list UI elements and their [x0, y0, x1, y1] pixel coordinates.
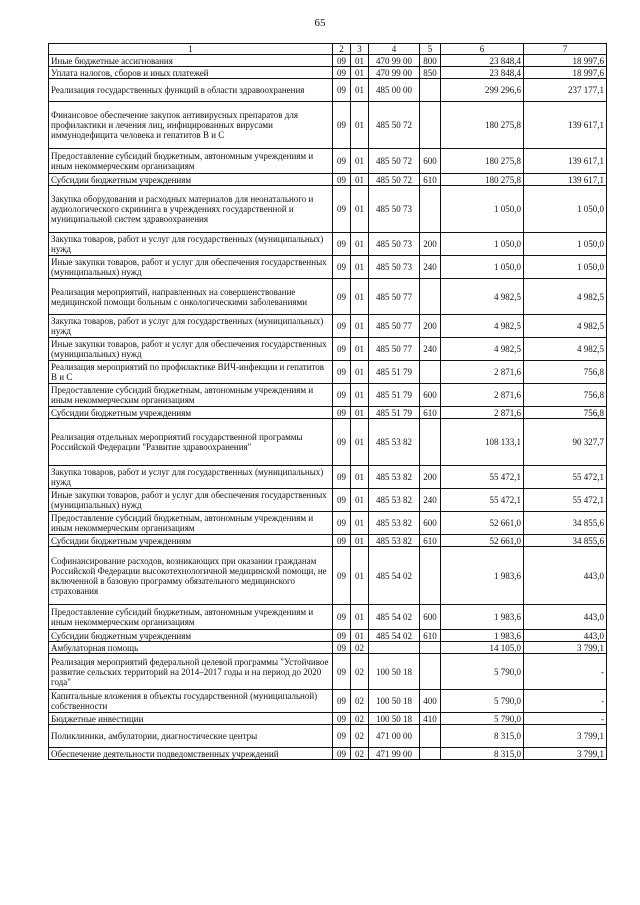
amount-col-6: 1 050,0	[441, 233, 524, 256]
section-code: 09	[333, 605, 351, 630]
row-name: Капитальные вложения в объекты государственной (муниципальной) собственности	[49, 690, 333, 713]
row-name: Иные закупки товаров, работ и услуг для обеспечения государственных (муниципальных) нужд	[49, 338, 333, 361]
target-article-code: 471 00 00	[369, 725, 420, 748]
row-name: Софинансирование расходов, возникающих при оказании гражданам Российской Федерации высокотехнологичной медицинской помощи, не включенной в базовую программу обязательного медицинского страхования	[49, 547, 333, 605]
amount-col-6: 55 472,1	[441, 489, 524, 512]
subsection-code: 01	[351, 149, 369, 174]
target-article-code: 485 53 82	[369, 489, 420, 512]
subsection-code: 01	[351, 79, 369, 102]
subsection-code: 01	[351, 384, 369, 407]
expense-type-code: 610	[420, 535, 441, 547]
row-name: Предоставление субсидий бюджетным, автономным учреждениям и иным некоммерческим организациям	[49, 605, 333, 630]
amount-col-7: 139 617,1	[524, 149, 607, 174]
subsection-code: 02	[351, 725, 369, 748]
row-name: Закупка товаров, работ и услуг для государственных (муниципальных) нужд	[49, 233, 333, 256]
row-name: Реализация отдельных мероприятий государственной программы Российской Федерации "Развитие здравоохранения"	[49, 419, 333, 466]
expense-type-code: 600	[420, 149, 441, 174]
table-row	[49, 748, 607, 760]
section-code: 09	[333, 233, 351, 256]
amount-col-7: 3 799,1	[524, 748, 607, 760]
section-code: 09	[333, 748, 351, 760]
amount-col-7: 139 617,1	[524, 102, 607, 149]
expense-type-code	[420, 102, 441, 149]
amount-col-6: 2 871,6	[441, 384, 524, 407]
subsection-code: 01	[351, 547, 369, 605]
target-article-code: 485 50 72	[369, 102, 420, 149]
target-article-code: 485 51 79	[369, 407, 420, 419]
target-article-code: 485 50 73	[369, 233, 420, 256]
table-row	[49, 642, 607, 654]
row-name: Закупка товаров, работ и услуг для государственных (муниципальных) нужд	[49, 466, 333, 489]
amount-col-7: 3 799,1	[524, 642, 607, 654]
amount-col-6: 299 296,6	[441, 79, 524, 102]
subsection-code: 01	[351, 338, 369, 361]
amount-col-7: -	[524, 713, 607, 725]
amount-col-6: 180 275,8	[441, 174, 524, 186]
section-code: 09	[333, 466, 351, 489]
amount-col-7: 90 327,7	[524, 419, 607, 466]
expense-type-code: 600	[420, 512, 441, 535]
row-name: Амбулаторная помощь	[49, 642, 333, 654]
expense-type-code: 200	[420, 466, 441, 489]
expense-type-code: 600	[420, 384, 441, 407]
amount-col-6: 1 983,6	[441, 630, 524, 642]
amount-col-7: 1 050,0	[524, 233, 607, 256]
expense-type-code: 240	[420, 256, 441, 279]
expense-type-code	[420, 642, 441, 654]
amount-col-7: 3 799,1	[524, 725, 607, 748]
subsection-code: 02	[351, 713, 369, 725]
expense-type-code	[420, 748, 441, 760]
subsection-code: 01	[351, 535, 369, 547]
column-header: 4	[369, 44, 420, 55]
table-row	[49, 605, 607, 630]
expense-type-code: 610	[420, 630, 441, 642]
amount-col-6: 55 472,1	[441, 466, 524, 489]
column-header: 1	[49, 44, 333, 55]
table-row	[49, 149, 607, 174]
subsection-code: 01	[351, 419, 369, 466]
target-article-code: 471 99 00	[369, 748, 420, 760]
expense-type-code: 410	[420, 713, 441, 725]
table-row	[49, 419, 607, 466]
target-article-code	[369, 642, 420, 654]
row-name: Закупка оборудования и расходных материалов для неонатального и аудиологического скрининга в учреждениях государственной и муниципальной систем здравоохранения	[49, 186, 333, 233]
section-code: 09	[333, 186, 351, 233]
amount-col-6: 1 050,0	[441, 186, 524, 233]
target-article-code: 485 54 02	[369, 630, 420, 642]
subsection-code: 01	[351, 55, 369, 67]
amount-col-6: 52 661,0	[441, 512, 524, 535]
expense-type-code	[420, 279, 441, 315]
section-code: 09	[333, 642, 351, 654]
amount-col-6: 4 982,5	[441, 338, 524, 361]
table-row	[49, 512, 607, 535]
subsection-code: 02	[351, 690, 369, 713]
section-code: 09	[333, 654, 351, 690]
amount-col-6: 1 983,6	[441, 547, 524, 605]
amount-col-6: 180 275,8	[441, 102, 524, 149]
row-name: Предоставление субсидий бюджетным, автономным учреждениям и иным некоммерческим организациям	[49, 384, 333, 407]
expense-type-code: 240	[420, 338, 441, 361]
table-row	[49, 315, 607, 338]
amount-col-7: 1 050,0	[524, 256, 607, 279]
row-name: Реализация мероприятий федеральной целевой программы "Устойчивое развитие сельских территорий на 2014–2017 годы и на период до 2020 года"	[49, 654, 333, 690]
expense-type-code	[420, 361, 441, 384]
section-code: 09	[333, 725, 351, 748]
target-article-code: 485 50 72	[369, 174, 420, 186]
section-code: 09	[333, 512, 351, 535]
target-article-code: 100 50 18	[369, 654, 420, 690]
table-row	[49, 186, 607, 233]
amount-col-6: 1 983,6	[441, 605, 524, 630]
amount-col-6: 1 050,0	[441, 256, 524, 279]
subsection-code: 01	[351, 102, 369, 149]
table-row	[49, 407, 607, 419]
table-row	[49, 279, 607, 315]
row-name: Иные закупки товаров, работ и услуг для обеспечения государственных (муниципальных) нужд	[49, 489, 333, 512]
subsection-code: 01	[351, 605, 369, 630]
table-row	[49, 233, 607, 256]
amount-col-7: 756,8	[524, 384, 607, 407]
table-header-row	[49, 44, 607, 55]
amount-col-7: 4 982,5	[524, 279, 607, 315]
table-row	[49, 67, 607, 79]
table-row	[49, 466, 607, 489]
expense-type-code	[420, 419, 441, 466]
row-name: Закупка товаров, работ и услуг для государственных (муниципальных) нужд	[49, 315, 333, 338]
amount-col-6: 2 871,6	[441, 407, 524, 419]
subsection-code: 01	[351, 256, 369, 279]
amount-col-7: 443,0	[524, 605, 607, 630]
subsection-code: 01	[351, 466, 369, 489]
table-row	[49, 79, 607, 102]
subsection-code: 01	[351, 315, 369, 338]
column-header: 5	[420, 44, 441, 55]
subsection-code: 02	[351, 748, 369, 760]
page-number: 65	[314, 17, 326, 29]
expense-type-code	[420, 654, 441, 690]
amount-col-6: 5 790,0	[441, 654, 524, 690]
table-row	[49, 725, 607, 748]
amount-col-7: 4 982,5	[524, 315, 607, 338]
table-row	[49, 256, 607, 279]
row-name: Иные закупки товаров, работ и услуг для обеспечения государственных (муниципальных) нужд	[49, 256, 333, 279]
expense-type-code: 610	[420, 407, 441, 419]
subsection-code: 01	[351, 407, 369, 419]
row-name: Субсидии бюджетным учреждениям	[49, 630, 333, 642]
table-row	[49, 102, 607, 149]
table-row	[49, 713, 607, 725]
section-code: 09	[333, 361, 351, 384]
target-article-code: 485 51 79	[369, 384, 420, 407]
column-header: 3	[351, 44, 369, 55]
target-article-code: 485 50 77	[369, 338, 420, 361]
column-header: 6	[441, 44, 524, 55]
section-code: 09	[333, 55, 351, 67]
target-article-code: 485 54 02	[369, 605, 420, 630]
target-article-code: 485 00 00	[369, 79, 420, 102]
subsection-code: 01	[351, 279, 369, 315]
row-name: Реализация государственных функций в области здравоохранения	[49, 79, 333, 102]
row-name: Иные бюджетные ассигнования	[49, 55, 333, 67]
subsection-code: 01	[351, 174, 369, 186]
row-name: Предоставление субсидий бюджетным, автономным учреждениям и иным некоммерческим организациям	[49, 512, 333, 535]
table-row	[49, 338, 607, 361]
section-code: 09	[333, 174, 351, 186]
section-code: 09	[333, 384, 351, 407]
section-code: 09	[333, 67, 351, 79]
table-row	[49, 174, 607, 186]
row-name: Бюджетные инвестиции	[49, 713, 333, 725]
target-article-code: 485 54 02	[369, 547, 420, 605]
amount-col-6: 5 790,0	[441, 713, 524, 725]
column-header: 2	[333, 44, 351, 55]
target-article-code: 485 53 82	[369, 535, 420, 547]
amount-col-7: 756,8	[524, 361, 607, 384]
column-header: 7	[524, 44, 607, 55]
expense-type-code: 400	[420, 690, 441, 713]
table-row	[49, 690, 607, 713]
expense-type-code	[420, 79, 441, 102]
row-name: Субсидии бюджетным учреждениям	[49, 407, 333, 419]
expense-type-code: 610	[420, 174, 441, 186]
section-code: 09	[333, 535, 351, 547]
row-name: Реализация мероприятий по профилактике ВИЧ-инфекции и гепатитов В и С	[49, 361, 333, 384]
table-row	[49, 361, 607, 384]
expense-type-code: 600	[420, 605, 441, 630]
amount-col-7: 237 177,1	[524, 79, 607, 102]
target-article-code: 485 53 82	[369, 419, 420, 466]
amount-col-7: 443,0	[524, 630, 607, 642]
amount-col-7: 34 855,6	[524, 512, 607, 535]
section-code: 09	[333, 79, 351, 102]
row-name: Предоставление субсидий бюджетным, автономным учреждениям и иным некоммерческим организациям	[49, 149, 333, 174]
expense-type-code: 240	[420, 489, 441, 512]
subsection-code: 01	[351, 630, 369, 642]
amount-col-7: 1 050,0	[524, 186, 607, 233]
table-row	[49, 535, 607, 547]
row-name: Обеспечение деятельности подведомственных учреждений	[49, 748, 333, 760]
expense-type-code	[420, 725, 441, 748]
subsection-code: 01	[351, 361, 369, 384]
section-code: 09	[333, 713, 351, 725]
amount-col-6: 5 790,0	[441, 690, 524, 713]
amount-col-7: 756,8	[524, 407, 607, 419]
row-name: Поликлиники, амбулатории, диагностические центры	[49, 725, 333, 748]
amount-col-6: 23 848,4	[441, 55, 524, 67]
target-article-code: 100 50 18	[369, 713, 420, 725]
expense-type-code	[420, 547, 441, 605]
section-code: 09	[333, 149, 351, 174]
section-code: 09	[333, 547, 351, 605]
row-name: Реализация мероприятий, направленных на совершенствование медицинской помощи больным с онкологическими заболеваниями	[49, 279, 333, 315]
amount-col-7: 55 472,1	[524, 466, 607, 489]
amount-col-7: 443,0	[524, 547, 607, 605]
target-article-code: 485 50 77	[369, 279, 420, 315]
amount-col-7: -	[524, 654, 607, 690]
section-code: 09	[333, 407, 351, 419]
amount-col-6: 180 275,8	[441, 149, 524, 174]
section-code: 09	[333, 338, 351, 361]
table-row	[49, 547, 607, 605]
expense-type-code: 200	[420, 233, 441, 256]
amount-col-6: 4 982,5	[441, 279, 524, 315]
row-name: Субсидии бюджетным учреждениям	[49, 174, 333, 186]
target-article-code: 470 99 00	[369, 67, 420, 79]
section-code: 09	[333, 489, 351, 512]
amount-col-6: 8 315,0	[441, 725, 524, 748]
section-code: 09	[333, 279, 351, 315]
amount-col-6: 23 848,4	[441, 67, 524, 79]
table-row	[49, 384, 607, 407]
target-article-code: 485 50 73	[369, 256, 420, 279]
subsection-code: 02	[351, 642, 369, 654]
amount-col-6: 108 133,1	[441, 419, 524, 466]
section-code: 09	[333, 419, 351, 466]
amount-col-7: 55 472,1	[524, 489, 607, 512]
subsection-code: 01	[351, 233, 369, 256]
target-article-code: 100 50 18	[369, 690, 420, 713]
amount-col-6: 4 982,5	[441, 315, 524, 338]
subsection-code: 01	[351, 512, 369, 535]
amount-col-7: 18 997,6	[524, 67, 607, 79]
expense-type-code	[420, 186, 441, 233]
table-row	[49, 630, 607, 642]
section-code: 09	[333, 690, 351, 713]
amount-col-7: -	[524, 690, 607, 713]
subsection-code: 01	[351, 186, 369, 233]
target-article-code: 485 53 82	[369, 466, 420, 489]
amount-col-7: 34 855,6	[524, 535, 607, 547]
amount-col-6: 2 871,6	[441, 361, 524, 384]
section-code: 09	[333, 256, 351, 279]
subsection-code: 01	[351, 489, 369, 512]
subsection-code: 02	[351, 654, 369, 690]
amount-col-7: 18 997,6	[524, 55, 607, 67]
table-row	[49, 55, 607, 67]
amount-col-7: 139 617,1	[524, 174, 607, 186]
amount-col-7: 4 982,5	[524, 338, 607, 361]
target-article-code: 470 99 00	[369, 55, 420, 67]
row-name: Субсидии бюджетным учреждениям	[49, 535, 333, 547]
target-article-code: 485 51 79	[369, 361, 420, 384]
row-name: Уплата налогов, сборов и иных платежей	[49, 67, 333, 79]
amount-col-6: 52 661,0	[441, 535, 524, 547]
expense-type-code: 800	[420, 55, 441, 67]
subsection-code: 01	[351, 67, 369, 79]
target-article-code: 485 53 82	[369, 512, 420, 535]
table-row	[49, 489, 607, 512]
row-name: Финансовое обеспечение закупок антивирусных препаратов для профилактики и лечения лиц, инфицированных вирусами иммунодефицита человека и гепатитов В и С	[49, 102, 333, 149]
budget-table	[48, 43, 607, 760]
amount-col-6: 14 105,0	[441, 642, 524, 654]
target-article-code: 485 50 77	[369, 315, 420, 338]
section-code: 09	[333, 630, 351, 642]
section-code: 09	[333, 315, 351, 338]
expense-type-code: 850	[420, 67, 441, 79]
target-article-code: 485 50 73	[369, 186, 420, 233]
section-code: 09	[333, 102, 351, 149]
amount-col-6: 8 315,0	[441, 748, 524, 760]
table-row	[49, 654, 607, 690]
expense-type-code: 200	[420, 315, 441, 338]
target-article-code: 485 50 72	[369, 149, 420, 174]
